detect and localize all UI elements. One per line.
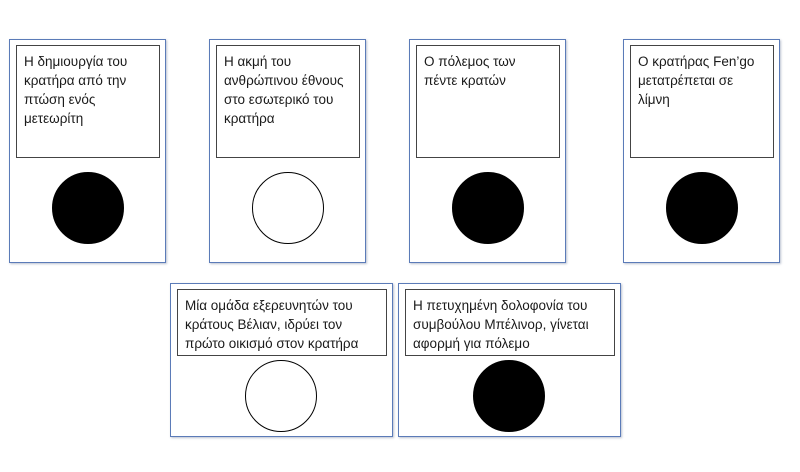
event-card-6: [398, 283, 621, 437]
event-caption: Η πετυχημένη δολοφονία του συμβούλου Μπέλινορ, γίνεται αφορμή για πόλεμο: [405, 289, 615, 356]
event-card-4: [623, 39, 780, 263]
event-caption: Ο πόλεμος των πέντε κρατών: [416, 45, 560, 158]
event-marker-circle: [245, 360, 317, 432]
event-card-3: [409, 39, 566, 263]
event-marker-circle: [666, 172, 738, 244]
event-caption: Μία ομάδα εξερευνητών του κράτους Βέλιαν, ιδρύει τον πρώτο οικισμό στον κρατήρα: [177, 289, 387, 356]
event-caption: Η ακμή του ανθρώπινου έθνους στο εσωτερικό του κρατήρα: [216, 45, 360, 158]
event-caption: Ο κρατήρας Fen’go μετατρέπεται σε λίμνη: [630, 45, 774, 158]
event-marker-circle: [52, 172, 124, 244]
event-caption: Η δημιουργία του κρατήρα από την πτώση ενός μετεωρίτη: [16, 45, 160, 158]
event-card-1: [9, 39, 166, 263]
event-card-2: [209, 39, 366, 263]
event-card-5: [170, 283, 393, 437]
event-marker-circle: [473, 360, 545, 432]
event-marker-circle: [252, 172, 324, 244]
event-marker-circle: [452, 172, 524, 244]
